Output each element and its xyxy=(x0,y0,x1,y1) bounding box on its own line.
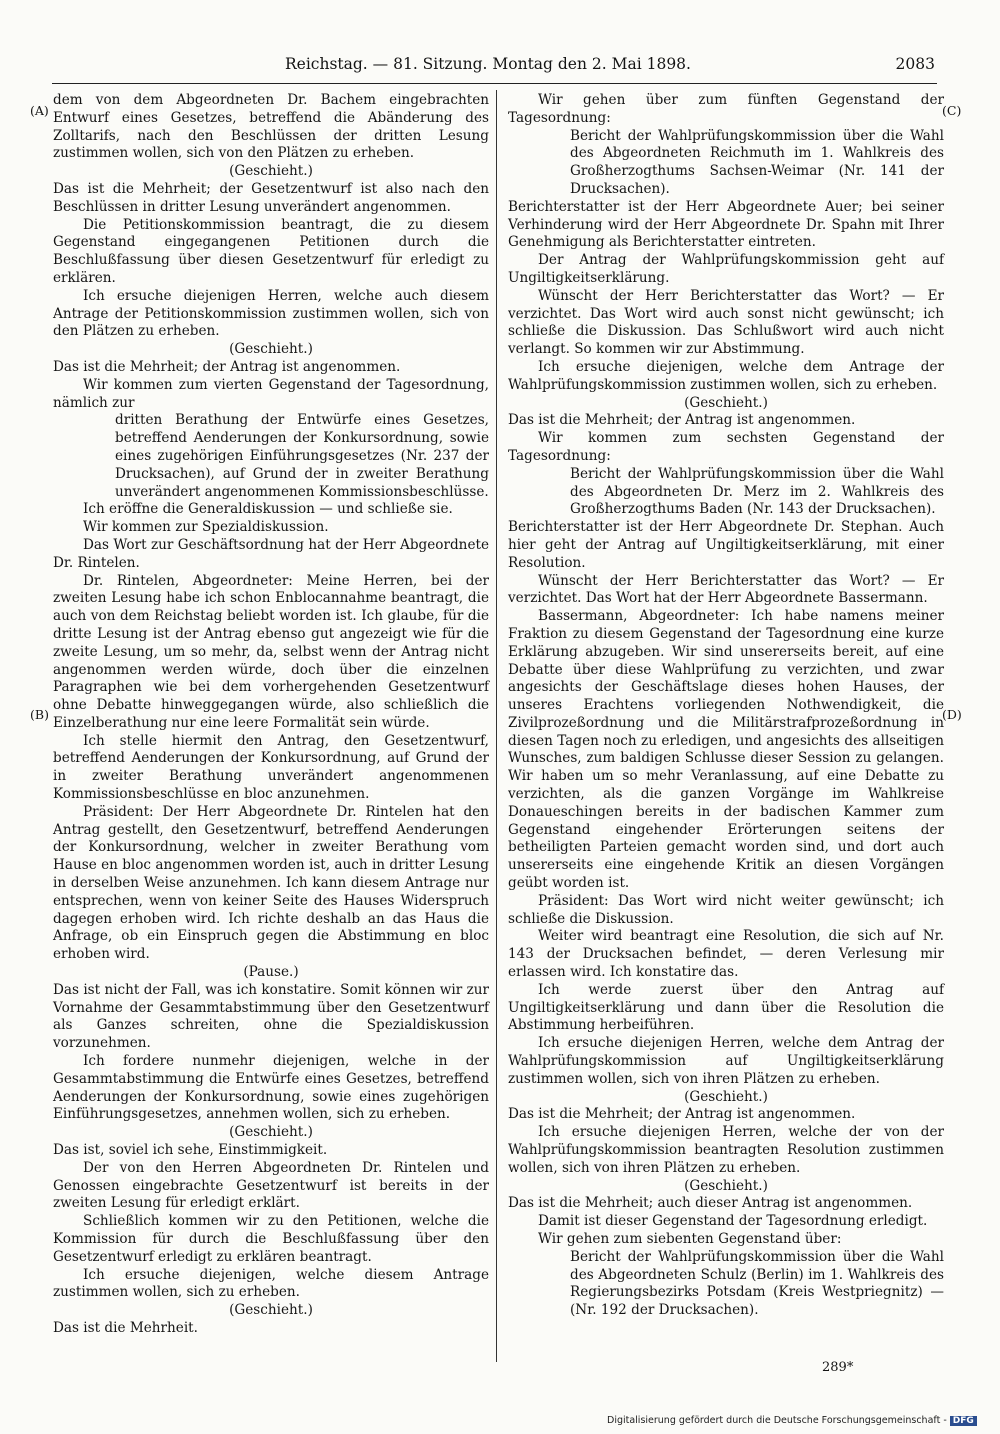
paragraph: Berichterstatter ist der Herr Abgeordnete Auer; bei seiner Verhinderung wird der Herr Abgeordnete Dr. Spahn mit Ihrer Genehmigung als Berichterstatter eintreten. xyxy=(508,198,944,251)
running-header xyxy=(285,55,935,77)
margin-mark-d: (D) xyxy=(942,707,962,722)
paragraph: Wir gehen zum siebenten Gegenstand über: xyxy=(538,1231,842,1247)
paragraph: Ich ersuche diejenigen, welche diesem Antrage zustimmen wollen, sich zu erheben. xyxy=(53,1266,489,1301)
stage-direction: (Geschieht.) xyxy=(684,394,768,411)
paragraph: Präsident: Das Wort wird nicht weiter gewünscht; ich schließe die Diskussion. xyxy=(508,892,944,927)
paragraph: Präsident: Der Herr Abgeordnete Dr. Rintelen hat den Antrag gestellt, den Gesetzentwurf, betreffend Aenderungen der Konkursordnung, welcher in zweiter Berathung vom Hause en bloc angenommen worden ist, auch in dritter Lesung in derselben Weise anzunehmen. Ich kann diesem Antrage nur entsprechen, wenn von keiner Seite des Hauses Widerspruch dagegen erhoben wird. Ich richte deshalb an das Haus die Anfrage, ob ein Einspruch gegen die Abstimmung en bloc erhoben wird. xyxy=(53,803,489,963)
dfg-logo: DFG xyxy=(950,1416,977,1426)
paragraph: Ich fordere nunmehr diejenigen, welche in der Gesammtabstimmung die Entwürfe eines Gesetzes, betreffend Aenderungen der Konkursordnung, sowie eines zugehörigen Einführungsgesetzes, annehmen wollen, sich zu erheben. xyxy=(53,1053,489,1123)
header-rule xyxy=(52,83,937,84)
paragraph: Ich werde zuerst über den Antrag auf Ungiltigkeitserklärung und dann über die Resolution die Abstimmung herbeiführen. xyxy=(508,981,944,1034)
paragraph: Das ist, soviel ich sehe, Einstimmigkeit. xyxy=(53,1142,328,1159)
paragraph: Berichterstatter ist der Herr Abgeordnete Dr. Stephan. Auch hier geht der Antrag auf Ungiltigkeitserklärung, mit einer Resolution. xyxy=(508,519,944,571)
paragraph: Der von den Herren Abgeordneten Dr. Rintelen und Genossen eingebrachte Gesetzentwurf ist bereits in der zweiten Lesung für erledigt erklärt. xyxy=(53,1159,489,1212)
stage-direction: (Geschieht.) xyxy=(684,1088,768,1105)
paragraph: Der Antrag der Wahlprüfungskommission geht auf Ungiltigkeitserklärung. xyxy=(508,252,944,286)
paragraph: Wünscht der Herr Berichterstatter das Wort? — Er verzichtet. Das Wort wird auch sonst nicht gewünscht; ich schließe die Diskussion. Das Schlußwort wird auch nicht verlangt. So kommen wir zur Abstimmung. xyxy=(508,287,944,358)
paragraph: Schließlich kommen wir zu den Petitionen, welche die Kommission für durch die Beschlußfassung über den Gesetzentwurf erledigt zu erklären beantragt. xyxy=(53,1213,489,1265)
paragraph: Das ist die Mehrheit; der Antrag ist angenommen. xyxy=(53,358,401,375)
paragraph: Ich stelle hiermit den Antrag, den Gesetzentwurf, betreffend Aenderungen der Konkursordnung, auf Grund der in zweiter Berathung unverändert angenommenen Kommissionsbeschlüsse en bloc anzunehmen. xyxy=(53,732,489,803)
paragraph: Das ist die Mehrheit; der Antrag ist angenommen. xyxy=(508,1106,856,1123)
stage-direction: (Geschieht.) xyxy=(229,1302,313,1319)
paragraph: Damit ist dieser Gegenstand der Tagesordnung erledigt. xyxy=(538,1213,928,1230)
header-title: Reichstag. — 81. Sitzung. Montag den 2. Mai 1898. xyxy=(285,55,691,73)
agenda-item: Bericht der Wahlprüfungskommission über die Wahl des Abgeordneten Reichmuth im 1. Wahlkreis des Großherzogthums Sachsen-Weimar (Nr. 141 der Drucksachen). xyxy=(570,127,944,197)
paragraph: Das ist die Mehrheit; auch dieser Antrag ist angenommen. xyxy=(508,1195,913,1212)
paragraph: Wir kommen zum sechsten Gegenstand der Tagesordnung: xyxy=(508,430,944,464)
stage-direction: (Geschieht.) xyxy=(229,1124,313,1141)
page-number: 2083 xyxy=(895,55,935,73)
paragraph: Dr. Rintelen, Abgeordneter: Meine Herren, bei der zweiten Lesung habe ich schon Enblocannahme beantragt, die auch von dem Reichstag beliebt worden ist. Ich glaube, für die dritte Lesung ist der Antrag ebenso gut angezeigt wie für die zweite Lesung, um so mehr, da, selbst wenn der Antrag nicht angenommen werden würde, doch über die einzelnen Paragraphen wie bei dem vorhergehenden Gesetzentwurf ohne Debatte hinweggegangen würde, also schließlich die Einzelberathung nur eine leere Formalität sein würde. xyxy=(53,572,489,731)
paragraph: Bassermann, Abgeordneter: Ich habe namens meiner Fraktion zu diesem Gegenstand der Tagesordnung eine kurze Erklärung abzugeben. Wir sind unsererseits bereit, auf eine Debatte über diese Wahlprüfung zu verzichten, und zwar angesichts der Geschäftslage dieses hohen Hauses, der unseres Erachtens vorliegenden Nothwendigkeit, die Zivilprozeßordnung und die Militärstrafprozeßordnung in diesen Tagen noch zu erledigen, und angesichts des allseitigen Wunsches, zum baldigen Schlusse dieser Session zu gelangen. Wir haben um so mehr Veranlassung, auf eine Debatte zu verzichten, als die ganzen Vorgänge im Wahlkreise Donaueschingen bereits in der badischen Kammer zum Gegenstand eingehender Erörterungen seitens der betheiligten Parteien gemacht worden sind, und dort auch unsererseits eine eingehende Kritik an diesen Vorgängen geübt worden ist. xyxy=(508,608,944,892)
paragraph: dem von dem Abgeordneten Dr. Bachem eingebrachten Entwurf eines Gesetzes, betreffend die Abänderung des Zolltarifs, nach den Beschlüssen der dritten Lesung zustimmen wollen, sich von den Plätzen zu erheben. xyxy=(53,92,489,162)
paragraph: Wir kommen zur Spezialdiskussion. xyxy=(83,519,329,536)
left-column xyxy=(53,92,489,1338)
paragraph: Wir gehen über zum fünften Gegenstand der Tagesordnung: xyxy=(508,92,944,126)
paragraph: Das Wort zur Geschäftsordnung hat der Herr Abgeordnete Dr. Rintelen. xyxy=(53,536,489,571)
paragraph: Wir kommen zum vierten Gegenstand der Tagesordnung, nämlich zur xyxy=(53,376,489,411)
paragraph: Ich eröffne die Generaldiskussion — und schließe sie. xyxy=(83,501,453,518)
column-divider xyxy=(496,90,497,1362)
paragraph: Ich ersuche diejenigen Herren, welche auch diesem Antrage der Petitionskommission zustimmen wollen, sich von den Plätzen zu erheben. xyxy=(53,287,489,340)
paragraph: Das ist die Mehrheit; der Gesetzentwurf ist also nach den Beschlüssen in dritter Lesung unverändert angenommen. xyxy=(53,180,489,215)
margin-mark-b: (B) xyxy=(30,707,49,722)
agenda-item: Bericht der Wahlprüfungskommission über die Wahl des Abgeordneten Schulz (Berlin) im 1. Wahlkreis des Regierungsbezirks Potsdam (Kreis Westpriegnitz) — (Nr. 192 der Drucksachen). xyxy=(570,1248,944,1319)
margin-mark-c: (C) xyxy=(942,103,962,118)
stage-direction: (Geschieht.) xyxy=(229,163,313,180)
paragraph: Weiter wird beantragt eine Resolution, die sich auf Nr. 143 der Drucksachen befindet, — deren Verlesung mir erlassen wird. Ich konstatire das. xyxy=(508,928,944,981)
paragraph: Ich ersuche diejenigen Herren, welche der von der Wahlprüfungskommission beantragten Resolution zustimmen wollen, sich von ihren Plätzen zu erheben. xyxy=(508,1124,944,1176)
paragraph: Wünscht der Herr Berichterstatter das Wort? — Er verzichtet. Das Wort hat der Herr Abgeordnete Bassermann. xyxy=(508,572,944,607)
paragraph: Ich ersuche diejenigen, welche dem Antrage der Wahlprüfungskommission zustimmen wollen, sich zu erheben. xyxy=(508,358,944,393)
paragraph: Das ist die Mehrheit. xyxy=(53,1319,198,1336)
margin-mark-a: (A) xyxy=(30,103,49,118)
paragraph: Ich ersuche diejenigen Herren, welche dem Antrag der Wahlprüfungskommission auf Ungiltigkeitserklärung zustimmen wollen, sich von ihren Plätzen zu erheben. xyxy=(508,1035,944,1087)
paragraph: Das ist nicht der Fall, was ich konstatire. Somit können wir zur Vornahme der Gesammtabstimmung über den Gesetzentwurf als Ganzes schreiten, ohne die Spezialdiskussion vorzunehmen. xyxy=(53,981,489,1052)
paragraph: Das ist die Mehrheit; der Antrag ist angenommen. xyxy=(508,412,856,429)
stage-direction: (Geschieht.) xyxy=(229,341,313,358)
stage-direction: (Pause.) xyxy=(243,964,299,981)
stage-direction: (Geschieht.) xyxy=(684,1177,768,1194)
footer xyxy=(607,1415,977,1426)
signature-mark: 289* xyxy=(822,1360,854,1375)
footer-text: Digitalisierung gefördert durch die Deutsche Forschungsgemeinschaft - xyxy=(607,1415,947,1426)
paragraph: Die Petitionskommission beantragt, die zu diesem Gegenstand eingegangenen Petitionen durch die Beschlußfassung über diesen Gesetzentwurf für erledigt zu erklären. xyxy=(53,216,489,286)
agenda-item: Bericht der Wahlprüfungskommission über die Wahl des Abgeordneten Dr. Merz im 2. Wahlkreis des Großherzogthums Baden (Nr. 143 der Drucksachen). xyxy=(570,465,944,518)
agenda-item: dritten Berathung der Entwürfe eines Gesetzes, betreffend Aenderungen der Konkursordnung, sowie eines zugehörigen Einführungsgesetzes (Nr. 237 der Drucksachen), auf Grund der in zweiter Berathung unverändert angenommenen Kommissionsbeschlüsse. xyxy=(115,412,489,500)
right-column xyxy=(508,92,944,1320)
